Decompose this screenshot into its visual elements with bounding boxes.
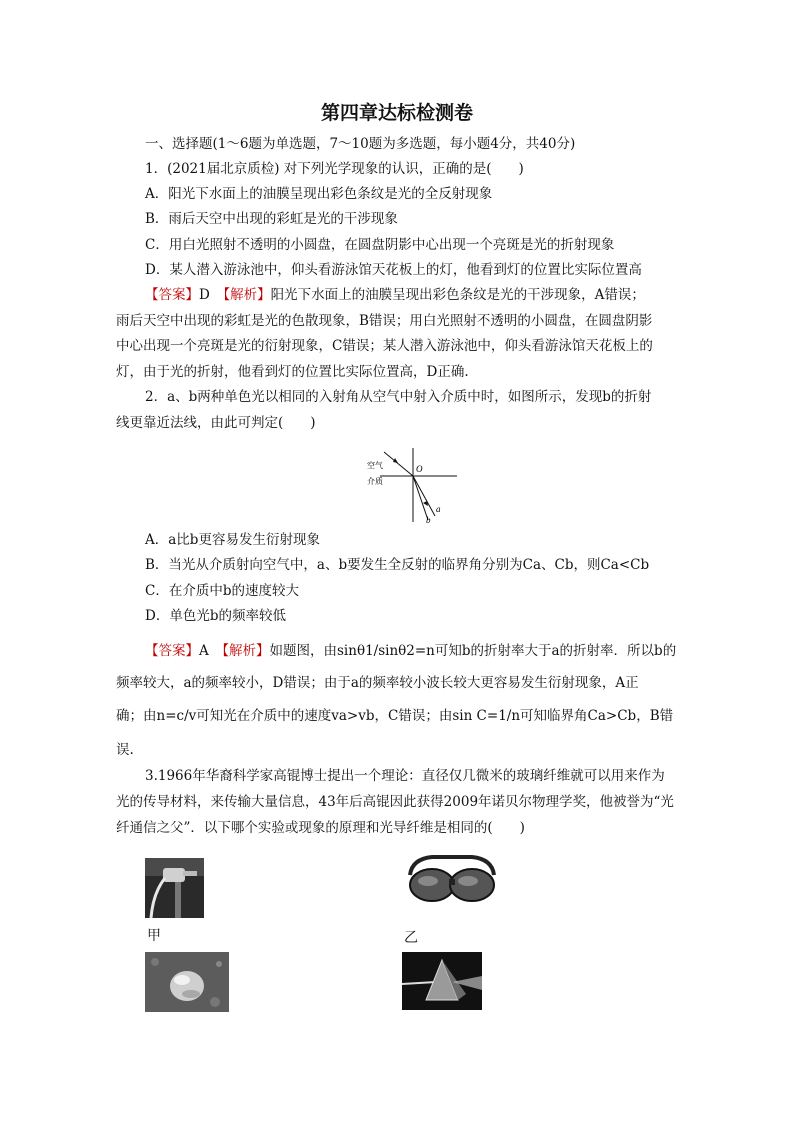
- label-ray-b: b: [426, 515, 431, 524]
- q1-option-d: D．某人潜入游泳池中，仰头看游泳馆天花板上的灯，他看到灯的位置比实际位置高: [145, 262, 642, 278]
- q1-analysis-4: 灯，由于光的折射，他看到灯的位置比实际位置高，D正确.: [116, 364, 469, 380]
- q1-option-c: C．用白光照射不透明的小圆盘，在圆盘阴影中心出现一个亮斑是光的折射现象: [145, 237, 615, 253]
- q2-option-a: A．a比b更容易发生衍射现象: [145, 532, 320, 548]
- analysis-tag: 【解析】: [222, 643, 270, 659]
- label-medium: 介质: [367, 477, 383, 486]
- q2-stem-2: 线更靠近法线，由此可判定( ): [116, 415, 316, 431]
- q2-option-b: B．当光从介质射向空气中，a、b要发生全反射的临界角分别为Ca、Cb，则Ca<Cb: [145, 557, 650, 573]
- photo-prism: [402, 952, 482, 1010]
- q1-option-b: B．雨后天空中出现的彩虹是光的干涉现象: [145, 211, 398, 227]
- q3-stem-2: 光的传导材料，来传输大量信息，43年后高锟因此获得2009年诺贝尔物理学奖，他被誉为“光: [116, 794, 674, 810]
- q3-stem-1: 3.1966年华裔科学家高锟博士提出一个理论：直径仅几微米的玻璃纤维就可以用来作为: [145, 768, 665, 784]
- answer-tag: 【答案】: [145, 287, 199, 303]
- q2-option-c: C．在介质中b的速度较大: [145, 583, 299, 599]
- q1-analysis-2: 雨后天空中出现的彩虹是光的色散现象，B错误；用白光照射不透明的小圆盘，在圆盘阴影: [116, 313, 653, 329]
- answer-tag: 【答案】: [145, 643, 199, 659]
- label-air: 空气: [367, 461, 383, 470]
- page-title: 第四章达标检测卷: [320, 102, 473, 124]
- analysis-tag: 【解析】: [223, 287, 271, 303]
- refraction-diagram: [364, 446, 464, 524]
- q1-analysis-1: 阳光下水面上的油膜呈现出彩色条纹是光的干涉现象，A错误；: [270, 287, 645, 303]
- q1-answer-line: [145, 285, 645, 305]
- q1-stem: 1．(2021届北京质检) 对下列光学现象的认识，正确的是( ): [145, 161, 524, 177]
- q2-option-d: D．单色光b的频率较低: [145, 608, 286, 624]
- caption-jia: 甲: [147, 928, 161, 944]
- section-heading: 一、选择题(1～6题为单选题，7～10题为多选题，每小题4分，共40分): [145, 136, 576, 152]
- photo-jia-water-stream: [145, 858, 204, 918]
- label-origin: O: [416, 464, 423, 474]
- photo-water-droplet: [145, 952, 229, 1012]
- q2-analysis-3: 确；由n=c/v可知光在介质中的速度va>vb，C错误；由sin C=1/n可知临界角Ca>Cb，B错: [116, 708, 674, 724]
- q2-stem-1: 2．a、b两种单色光以相同的入射角从空气中射入介质中时，如图所示，发现b的折射: [145, 389, 652, 405]
- q1-analysis-3: 中心出现一个亮斑是光的衍射现象，C错误；某人潜入游泳池中，仰头看游泳馆天花板上的: [116, 338, 653, 354]
- label-ray-a: a: [436, 504, 441, 514]
- photo-yi-sunglasses: [402, 845, 500, 917]
- q3-stem-3: 纤通信之父”．以下哪个实验或现象的原理和光导纤维是相同的( ): [116, 820, 525, 836]
- q2-analysis-4: 误.: [116, 742, 134, 758]
- q2-analysis-1: 如题图，由sinθ1/sinθ2=n可知b的折射率大于a的折射率．所以b的: [269, 643, 677, 659]
- caption-yi: 乙: [404, 930, 418, 946]
- q1-option-a: A．阳光下水面上的油膜呈现出彩色条纹是光的全反射现象: [145, 186, 493, 202]
- q2-answer: A: [199, 643, 209, 659]
- q2-analysis-2: 频率较大，a的频率较小，D错误；由于a的频率较小波长较大更容易发生衍射现象，A正: [116, 675, 639, 691]
- q1-answer: D: [199, 287, 210, 303]
- q2-answer-line: [145, 641, 676, 661]
